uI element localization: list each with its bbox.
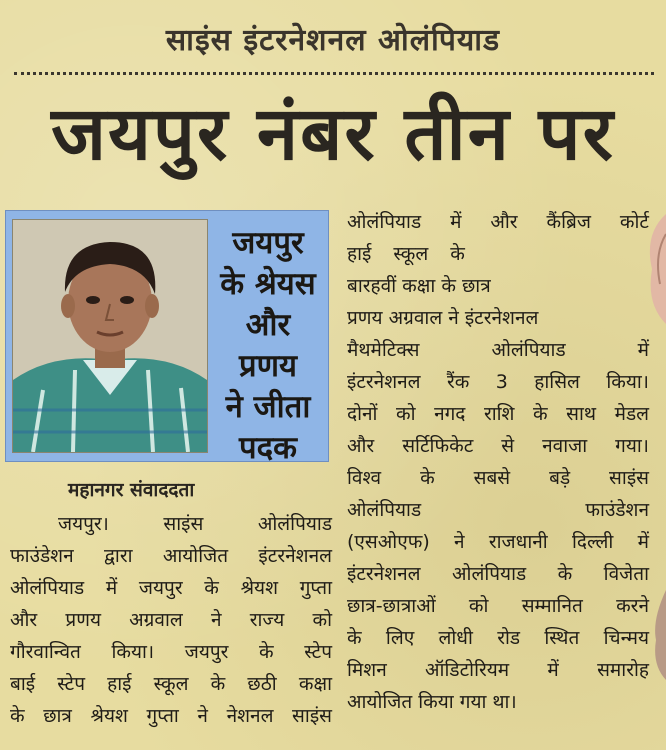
article-line: इंटरनेशनल ओलंपियाड के विजेता <box>347 563 649 585</box>
caption-line: पदक <box>239 430 297 466</box>
headline: जयपुर नंबर तीन पर <box>51 91 615 177</box>
article-line: जयपुर। साइंस ओलंपियाड <box>58 513 332 535</box>
article-line: (एसओएफ) ने राजधानी दिल्ली में <box>347 531 649 553</box>
article-line: के छात्र श्रेयश गुप्ता ने नेशनल साइंस <box>10 705 332 727</box>
article-line: प्रणय अग्रवाल ने इंटरनेशनल <box>347 307 539 329</box>
edge-decoration <box>644 214 666 324</box>
photo-caption <box>212 223 324 469</box>
article-line: मिशन ऑडिटोरियम में समारोह <box>347 659 649 681</box>
article-line: विश्व के सबसे बड़े साइंस <box>347 467 649 489</box>
article-line: ओलंपियाड में जयपुर के श्रेयश गुप्ता <box>10 577 332 599</box>
article-line: गौरवान्वित किया। जयपुर के स्टेप <box>10 641 332 663</box>
article-line: और प्रणय अग्रवाल ने राज्य को <box>10 609 332 631</box>
article-line: इंटरनेशनल रैंक 3 हासिल किया। <box>347 371 649 393</box>
article-line: आयोजित किया गया था। <box>347 691 517 713</box>
photo-caption-box <box>5 210 329 466</box>
article-line: ओलंपियाड में और कैंब्रिज कोर्ट <box>347 211 649 233</box>
article-line: दोनों को नगद राशि के साथ मेडल <box>347 403 649 425</box>
caption-line: जयपुर <box>232 225 304 261</box>
dotted-divider <box>14 72 654 75</box>
article-line: और सर्टिफिकेट से नवाजा गया। <box>347 435 649 457</box>
article-right-column <box>347 206 649 718</box>
article-left-column <box>10 508 332 732</box>
student-portrait-image <box>13 220 207 452</box>
caption-line: और <box>245 307 291 343</box>
caption-line: प्रणय <box>238 348 298 384</box>
article-line: बाई स्टेप हाई स्कूल के छठी कक्षा <box>10 673 332 695</box>
student-photo <box>12 219 208 453</box>
article-line: छात्र-छात्राओं को सम्मानित करने <box>347 595 649 617</box>
article-line: मैथमेटिक्स ओलंपियाड में <box>347 339 649 361</box>
caption-line: ने जीता <box>225 389 311 425</box>
caption-line: के श्रेयस <box>220 266 316 302</box>
byline: महानगर संवाददता <box>68 479 195 501</box>
kicker-heading: साइंस इंटरनेशनल ओलंपियाड <box>165 23 501 58</box>
article-line: फाउंडेशन द्वारा आयोजित इंटरनेशनल <box>10 545 332 567</box>
article-line: ओलंपियाड फाउंडेशन <box>347 499 649 521</box>
article-line: हाई स्कूल के <box>347 243 465 265</box>
edge-decoration <box>650 590 666 680</box>
article-line: के लिए लोधी रोड स्थित चिन्मय <box>347 627 649 649</box>
article-line: बारहवीं कक्षा के छात्र <box>347 275 491 297</box>
